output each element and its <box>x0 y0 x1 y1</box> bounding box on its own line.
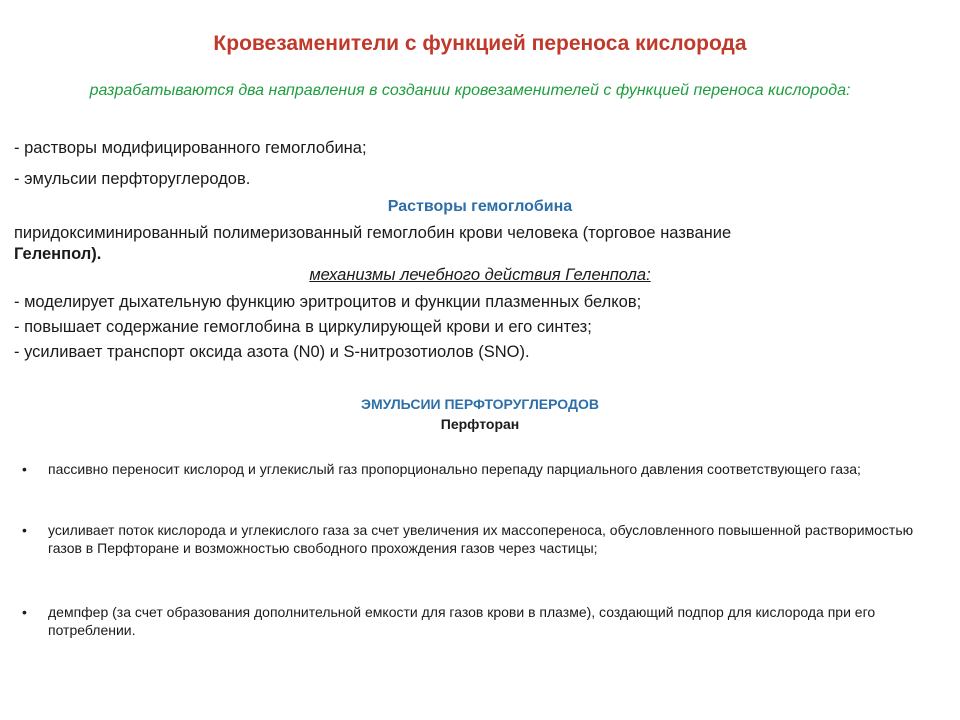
list-item <box>22 603 922 639</box>
mechanism-item: - усиливает транспорт оксида азота (N0) и S-нитрозотиолов (SNO). <box>14 343 530 361</box>
hemoglobin-heading: Растворы гемоглобина <box>387 198 573 215</box>
emulsions-subheading: Перфторан <box>440 416 520 432</box>
direction-item-emulsions: - эмульсии перфторуглеродов. <box>14 170 251 188</box>
list-item-text: пассивно переносит кислород и углекислый газ пропорционально перепаду парциального давления соответствующего газа; <box>48 461 861 477</box>
bullet-icon: • <box>22 604 27 620</box>
slide-subtitle: разрабатываются два направления в создании кровезаменителей с функцией переноса кислорода: <box>89 82 851 99</box>
mechanisms-heading: механизмы лечебного действия Геленпола: <box>309 266 651 284</box>
bullet-icon: • <box>22 522 27 538</box>
slide-title: Кровезаменители с функцией переноса кислорода <box>213 32 747 55</box>
list-item <box>22 521 922 557</box>
direction-item-hemoglobin: - растворы модифицированного гемоглобина; <box>14 139 367 157</box>
mechanism-item: - моделирует дыхательную функцию эритроцитов и функции плазменных белков; <box>14 293 642 311</box>
emulsions-heading: ЭМУЛЬСИИ ПЕРФТОРУГЛЕРОДОВ <box>361 396 599 412</box>
list-item <box>22 460 922 478</box>
bullet-icon: • <box>22 461 27 477</box>
list-item-text: демпфер (за счет образования дополнительной емкости для газов крови в плазме), создающий подпор для кислорода при его потреблении. <box>48 604 876 638</box>
hemoglobin-description-line1: пиридоксиминированный полимеризованный гемоглобин крови человека (торговое название <box>14 224 732 242</box>
mechanism-item: - повышает содержание гемоглобина в циркулирующей крови и его синтез; <box>14 318 592 336</box>
hemoglobin-description-line2: Геленпол). <box>14 245 102 263</box>
list-item-text: усиливает поток кислорода и углекислого газа за счет увеличения их массопереноса, обусловленного повышенной растворимостью газов в Перфторане и возможностью свободного прохождения газов через частицы; <box>48 522 914 556</box>
